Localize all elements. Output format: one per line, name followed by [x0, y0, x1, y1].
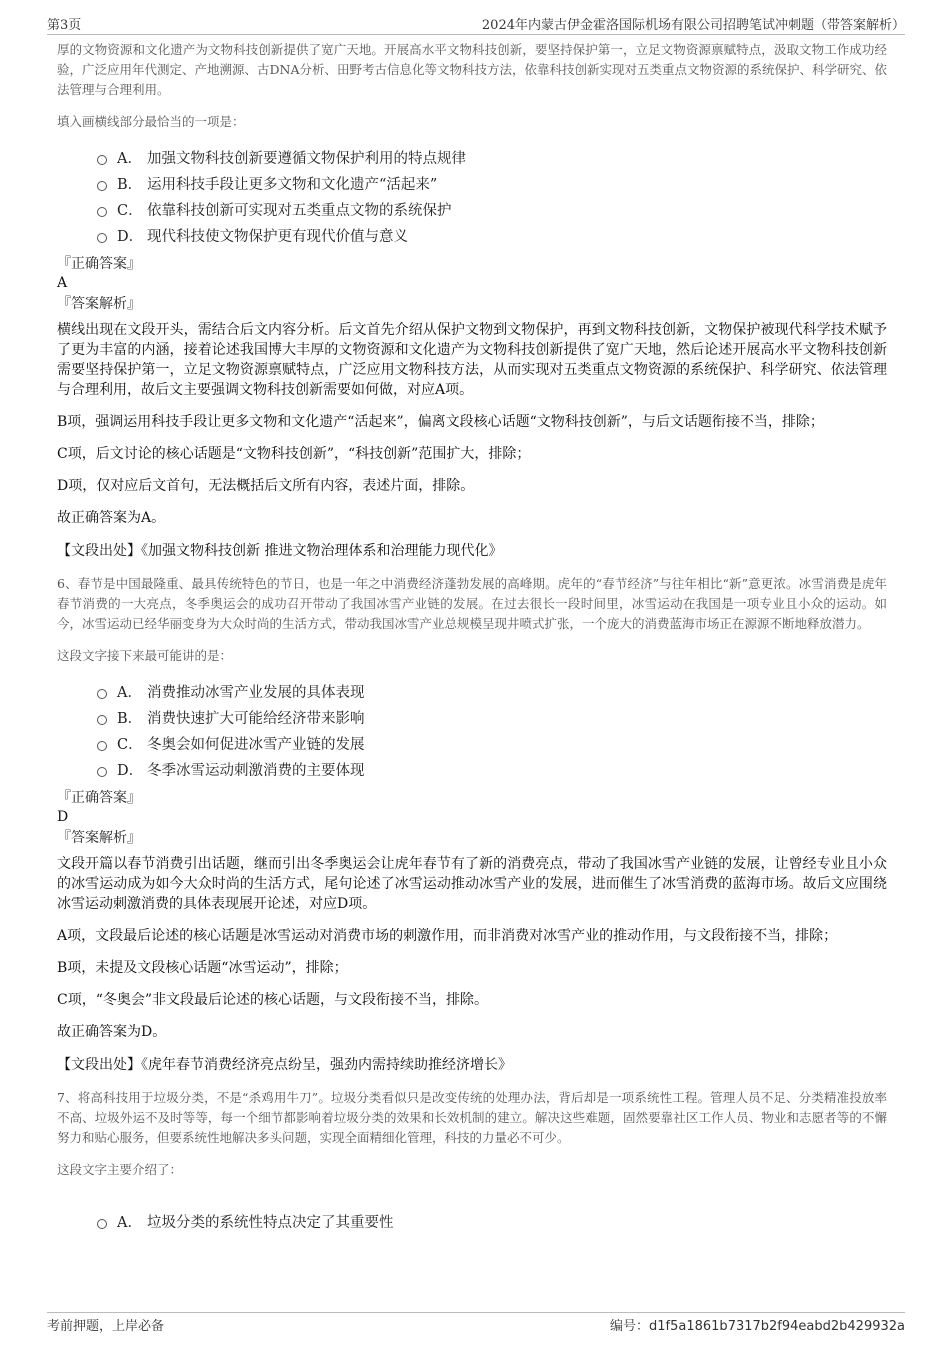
- option-b[interactable]: B． 消费快速扩大可能给经济带来影响: [97, 704, 887, 730]
- option-text: 消费推动冰雪产业发展的具体表现: [147, 684, 365, 701]
- question-5-prompt: 填入画横线部分最恰当的一项是：: [57, 114, 245, 129]
- question-7-options: [97, 1208, 887, 1234]
- radio-icon[interactable]: [97, 715, 107, 725]
- option-d[interactable]: D． 冬季冰雪运动刺激消费的主要体现: [97, 756, 887, 782]
- radio-icon[interactable]: [97, 741, 107, 751]
- option-text: 运用科技手段让更多文物和文化遗产“活起来”: [147, 176, 438, 193]
- question-5-text: 厚的文物资源和文化遗产为文物科技创新提供了宽广天地。开展高水平文物科技创新，要坚持保护第一，立足文物资源禀赋特点，汲取文物工作成功经验，广泛应用年代测定、产地溯源、古DNA分析、田野考古信息化等文物科技方法，依靠科技创新实现对五类重点文物资源的系统保护、科学研究、依法管理与合理利用。: [57, 42, 887, 97]
- explanation-paragraph: C项，后文讨论的核心话题是“文物科技创新”，“科技创新”范围扩大，排除；: [57, 446, 531, 462]
- option-text: 消费快速扩大可能给经济带来影响: [147, 710, 365, 727]
- question-6-options: [97, 678, 887, 782]
- question-6-prompt: 这段文字接下来最可能讲的是：: [57, 648, 233, 663]
- analysis-label: 『答案解析』: [57, 830, 141, 846]
- answer-label: 『正确答案』: [57, 790, 141, 806]
- analysis-label: 『答案解析』: [57, 296, 141, 312]
- explanation-paragraph: A项，文段最后论述的核心话题是冰雪运动对消费市场的刺激作用，而非消费对冰雪产业的推动作用，与文段衔接不当，排除；: [57, 928, 838, 944]
- correct-answer: D: [57, 809, 69, 825]
- explanation-paragraph: B项，未提及文段核心话题“冰雪运动”，排除；: [57, 960, 348, 976]
- explanation-conclusion: 故正确答案为A。: [57, 510, 166, 526]
- option-a[interactable]: A． 加强文物科技创新要遵循文物保护利用的特点规律: [97, 144, 887, 170]
- radio-icon[interactable]: [97, 155, 107, 165]
- explanation-paragraph: B项，强调运用科技手段让更多文物和文化遗产“活起来”，偏离文段核心话题“文物科技创新”，与后文话题衔接不当，排除；: [57, 414, 824, 430]
- option-text: 垃圾分类的系统性特点决定了其重要性: [147, 1214, 394, 1231]
- question-7-prompt: 这段文字主要介绍了：: [57, 1162, 183, 1177]
- option-text: 加强文物科技创新要遵循文物保护利用的特点规律: [147, 150, 466, 167]
- document-code: [610, 1315, 905, 1334]
- radio-icon[interactable]: [97, 689, 107, 699]
- code-value: d1f5a1861b7317b2f94eabd2b429932a: [649, 1319, 905, 1334]
- page-content: [57, 40, 887, 1240]
- option-text: 冬季冰雪运动刺激消费的主要体现: [147, 762, 365, 779]
- passage-source: 【文段出处】《加强文物科技创新 推进文物治理体系和治理能力现代化》: [57, 543, 503, 559]
- explanation-paragraph: D项，仅对应后文首句，无法概括后文所有内容，表述片面，排除。: [57, 478, 475, 494]
- explanation-paragraph: C项，“冬奥会”非文段最后论述的核心话题，与文段衔接不当，排除。: [57, 992, 489, 1008]
- passage-source: 【文段出处】《虎年春节消费经济亮点纷呈，强劲内需持续助推经济增长》: [57, 1057, 512, 1073]
- correct-answer: A: [57, 275, 68, 291]
- document-title: 2024年内蒙古伊金霍洛国际机场有限公司招聘笔试冲刺题（带答案解析）: [481, 18, 905, 33]
- option-c[interactable]: C． 依靠科技创新可实现对五类重点文物的系统保护: [97, 196, 887, 222]
- radio-icon[interactable]: [97, 233, 107, 243]
- radio-icon[interactable]: [97, 767, 107, 777]
- question-5-options: [97, 144, 887, 248]
- radio-icon[interactable]: [97, 181, 107, 191]
- question-6-text: 6、春节是中国最隆重、最具传统特色的节日，也是一年之中消费经济蓬勃发展的高峰期。虎年的“春节经济”与往年相比“新”意更浓。冰雪消费是虎年春节消费的一大亮点，冬季奥运会的成功召开带动了我国冰雪产业链的发展。在过去很长一段时间里，冰雪运动在我国是一项专业且小众的运动。如今，冰雪运动已经华丽变身为大众时尚的生活方式，带动我国冰雪产业总规模呈现井喷式扩张，一个庞大的消费蓝海市场正在源源不断地释放潜力。: [57, 576, 887, 631]
- option-text: 现代科技使文物保护更有现代价值与意义: [147, 228, 408, 245]
- radio-icon[interactable]: [97, 1219, 107, 1229]
- option-c[interactable]: C． 冬奥会如何促进冰雪产业链的发展: [97, 730, 887, 756]
- option-d[interactable]: D． 现代科技使文物保护更有现代价值与意义: [97, 222, 887, 248]
- option-text: 冬奥会如何促进冰雪产业链的发展: [147, 736, 365, 753]
- option-a[interactable]: A． 垃圾分类的系统性特点决定了其重要性: [97, 1208, 887, 1234]
- explanation-conclusion: 故正确答案为D。: [57, 1024, 167, 1040]
- page-header: [47, 12, 905, 35]
- radio-icon[interactable]: [97, 207, 107, 217]
- page-footer: [47, 1312, 905, 1337]
- page-number: 第3页: [47, 18, 82, 33]
- explanation-paragraph: 文段开篇以春节消费引出话题，继而引出冬季奥运会让虎年春节有了新的消费亮点，带动了我国冰雪产业链的发展，让曾经专业且小众的冰雪运动成为如今大众时尚的生活方式，尾句论述了冰雪运动推动冰雪产业的发展，进而催生了冰雪消费的蓝海市场。故后文应围绕冰雪运动刺激消费的具体表现展开论述，对应D项。: [57, 856, 887, 912]
- answer-label: 『正确答案』: [57, 256, 141, 272]
- option-a[interactable]: A． 消费推动冰雪产业发展的具体表现: [97, 678, 887, 704]
- code-label: 编号：: [610, 1319, 650, 1334]
- footer-slogan: 考前押题，上岸必备: [47, 1319, 165, 1334]
- question-7-text: 7、将高科技用于垃圾分类，不是“杀鸡用牛刀”。垃圾分类看似只是改变传统的处理办法，背后却是一项系统性工程。管理人员不足、分类精准投放率不高、垃圾外运不及时等等，每一个细节都影响着垃圾分类的效果和长效机制的建立。解决这些难题，固然要靠社区工作人员、物业和志愿者等的不懈努力和贴心服务，但要系统性地解决多头问题，实现全面精细化管理，科技的力量必不可少。: [57, 1090, 887, 1145]
- explanation-paragraph: 横线出现在文段开头，需结合后文内容分析。后文首先介绍从保护文物到文物保护，再到文物科技创新，文物保护被现代科学技术赋予了更为丰富的内涵，接着论述我国博大丰厚的文物资源和文化遗产为文物科技创新提供了宽广天地，然后论述开展高水平文物科技创新需要坚持保护第一，立足文物资源禀赋特点，广泛应用文物科技方法，从而实现对五类重点文物资源的系统保护、科学研究、依法管理与合理利用，故后文主要强调文物科技创新需要如何做，对应A项。: [57, 322, 887, 398]
- option-text: 依靠科技创新可实现对五类重点文物的系统保护: [147, 202, 452, 219]
- option-b[interactable]: B． 运用科技手段让更多文物和文化遗产“活起来”: [97, 170, 887, 196]
